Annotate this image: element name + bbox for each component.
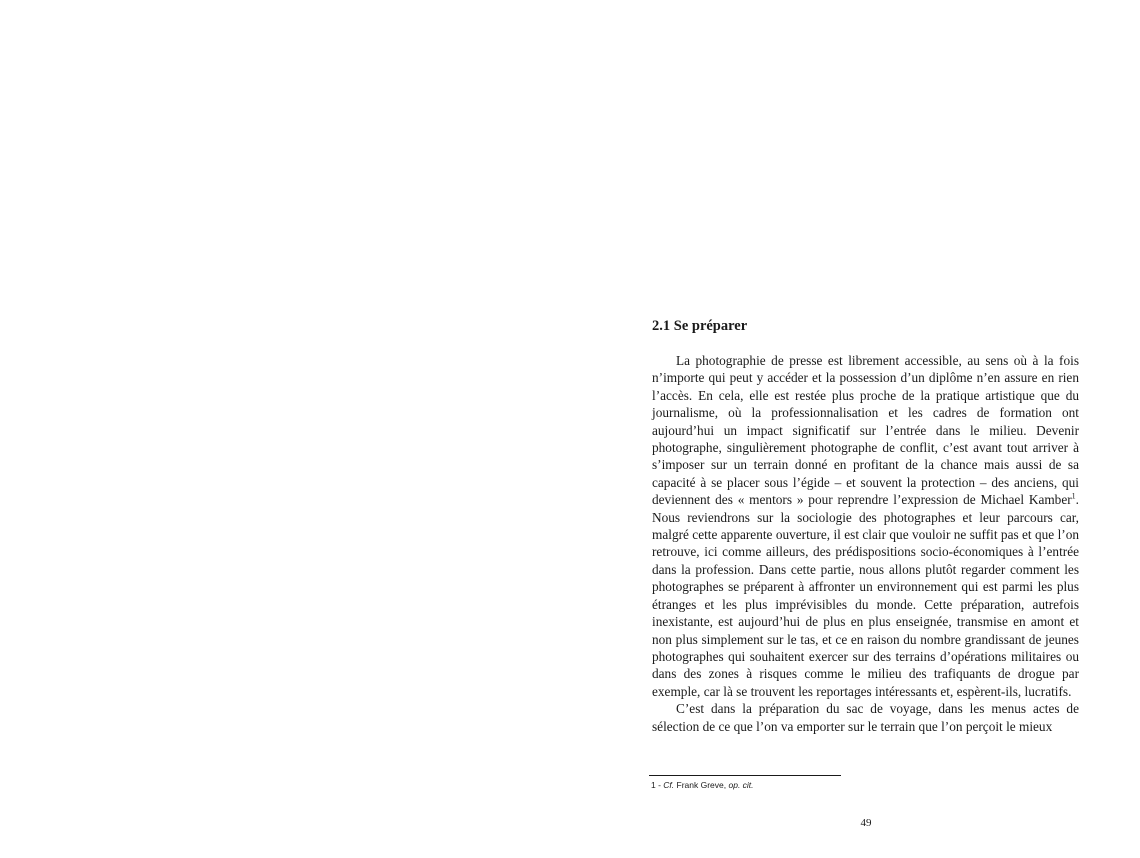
paragraph-1-text-a: La photographie de presse est librement accessible, au sens où à la fois n’importe qui peut y accéder et la possession d’un diplôme n’en assure en rien l’accès. En cela, elle est restée plus proche de la pratique artistique que du journalisme, où la professionnalisation et les cadres de formation ont aujourd’hui un impact significatif sur l’entrée dans le milieu. Devenir photographe, singulièrement photographe de conflit, c’est avant tout arriver à s’imposer sur un terrain donné en profitant de la chance mais aussi de sa capacité à se placer sous l’égide – et souvent la protection – des anciens, qui deviennent des « mentors » pour reprendre l’expression de Michael Kamber	[652, 353, 1079, 508]
section-title: 2.1 Se préparer	[652, 318, 748, 334]
page-number: 49	[860, 817, 872, 829]
footnote-author: Frank Greve,	[674, 780, 729, 790]
footnote-cf: Cf.	[663, 780, 675, 790]
paragraph-1-text-b: . Nous reviendrons sur la sociologie des photographes et leur parcours car, malgré cette apparente ouverture, il est clair que vouloir ne suffit pas et que l’on retrouve, ici comme ailleurs, des prédispositions socio-économiques à l’entrée dans la profession. Dans cette partie, nous allons plutôt regarder comment les photographes se préparent à affronter un environnement qui est parmi les plus étranges et les plus imprévisibles du monde. Cette préparation, autrefois inexistante, est aujourd’hui de plus en plus enseignée, transmise en amont et non plus simplement sur le tas, et ce en raison du nombre grandissant de jeunes photographes qui souhaitent exercer sur des terrains d’opérations militaires ou dans des zones à risques comme le milieu des trafiquants de drogue par exemple, car là se trouvent les reportages intéressants et, espèrent-ils, lucratifs.	[652, 492, 1079, 699]
paragraph-2: C’est dans la préparation du sac de voyage, dans les menus actes de sélection de ce que l’on va emporter sur le terrain que l’on perçoit le mieux	[652, 701, 1079, 734]
body-text	[652, 352, 1079, 735]
footnote	[651, 780, 754, 790]
footnote-op-cit: op. cit.	[728, 780, 754, 790]
footnote-divider	[649, 775, 841, 776]
footnote-reference[interactable]: 1	[1071, 491, 1076, 501]
footnote-number: 1 -	[651, 780, 664, 790]
paragraph-1	[652, 352, 1079, 700]
